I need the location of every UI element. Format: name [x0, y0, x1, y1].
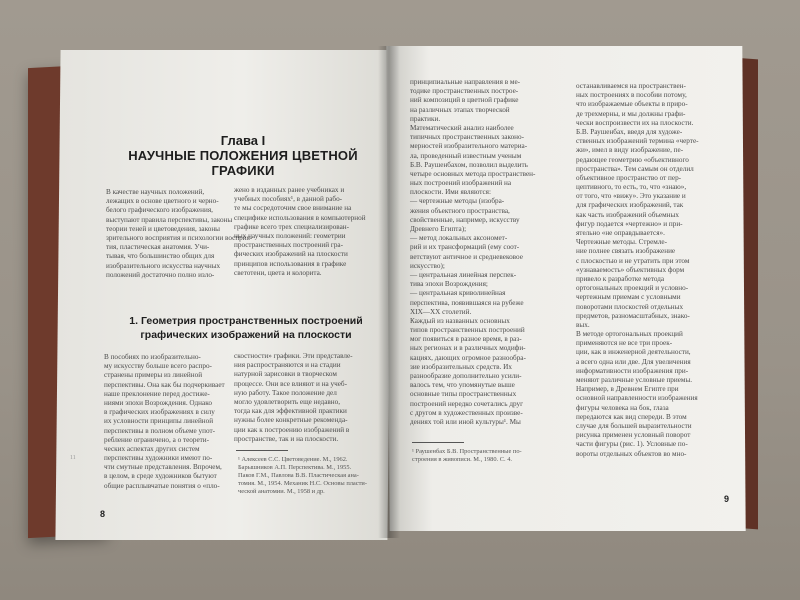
footnote-rule-right — [412, 442, 464, 443]
text-line: ции как к построению изображений в — [234, 425, 350, 434]
text-line: предметов, разномасштабных, знако- — [576, 311, 690, 320]
footnote-line: Паков Г.М., Павлова В.В. Пластическая ана- — [238, 472, 359, 479]
footnote-line: Барышников А.П. Перспектива. М., 1955. — [238, 464, 352, 471]
text-line: ных построениях в пособии потому, — [576, 91, 687, 100]
text-line: тодике пространственных построе- — [410, 87, 519, 96]
text-line: учебных пособиях¹, в данной рабо- — [234, 195, 343, 204]
text-line: ние полнее связать изображение — [576, 247, 676, 256]
text-line: Древнего Египта); — [410, 225, 467, 233]
text-line: рисунка применен условный поворот — [576, 431, 691, 440]
text-line: ятельно «не оправдывается». — [576, 229, 665, 237]
text-line: основной направленности изображения — [576, 394, 698, 403]
text-line: зрительного восприятия и психологии восприя- — [106, 233, 253, 242]
text-line: что изображаемые объекты в приро- — [576, 100, 688, 109]
text-line: жения объектного пространства, — [410, 206, 510, 215]
footnote-line: томия. М., 1954. Механик Н.С. Основы пласти- — [238, 480, 367, 487]
text-line: чески воспроизвести их на плоскости. — [576, 118, 694, 127]
text-line: перспективы в полном объеме упот- — [104, 426, 216, 435]
text-line: пространстве, так и на плоскости. — [234, 434, 339, 443]
text-line: зие изобразительных средств. Их — [410, 362, 512, 371]
text-line: вороты отдельных объектов во мно- — [576, 449, 687, 458]
text-line: — метод локальных аксономет- — [410, 234, 508, 243]
text-line: фических изображений на плоскости — [234, 250, 348, 259]
text-line: свойственные, например, искусству — [410, 215, 520, 224]
text-line: мерностей изобразительного материа- — [410, 142, 528, 151]
footnote-line: ¹ Алексеев С.С. Цветоведение. М., 1962. — [238, 456, 348, 463]
page-number-right: 9 — [724, 494, 730, 504]
text-line: положений достаточно полно изло- — [106, 270, 215, 279]
text-line: перспективы художники имеют по- — [104, 454, 213, 463]
page-number-left: 8 — [100, 509, 106, 519]
text-line: Б.В. Раушенбахом, позволил выделить — [410, 160, 528, 169]
text-line: Математический анализ наиболее — [410, 123, 514, 132]
text-line: ческих аспектах других систем — [104, 444, 200, 453]
text-line: ветствуют античное и средневековое — [410, 252, 523, 261]
text-line: — чертежные методы (изобра- — [410, 197, 505, 206]
text-line: светотени, цвета и колорита. — [234, 268, 322, 277]
text-line: странены примеры из линейной — [104, 371, 203, 380]
text-line: «узнаваемость» объективных форм — [576, 265, 685, 274]
text-line: применяются не все три проек- — [576, 339, 673, 348]
text-line: Например, в Древнем Египте при — [576, 385, 679, 394]
text-line: фигур подается «чертежно» и при- — [576, 219, 683, 228]
text-line: ных регионах и в различных модифи- — [410, 344, 526, 353]
chapter-title: НАУЧНЫЕ ПОЛОЖЕНИЯ ЦВЕТНОЙ ГРАФИКИ — [128, 148, 358, 178]
text-line: искусство); — [410, 261, 445, 270]
text-line: ственных изображений термина «черте- — [576, 137, 699, 146]
text-line: тия, пластическая анатомия. Учи- — [106, 243, 210, 252]
text-line: типичных пространственных законо- — [410, 133, 524, 142]
text-line: на различных этапах творческой — [410, 105, 510, 114]
footnote-rule-left — [236, 450, 288, 451]
text-line: редающее геометрию «объективного — [576, 155, 689, 164]
footnote-line: строения в живописи. М., 1980. С. 4. — [412, 456, 513, 463]
book-gutter — [378, 46, 400, 538]
text-line: могло удовлетворить еще недавно, — [234, 397, 341, 406]
footnote-line: ¹ Раушенбах Б.В. Пространственные по- — [412, 448, 522, 455]
text-line: для графических изображений, так — [576, 201, 684, 210]
text-line: чти смутные представления. Впрочем, — [104, 463, 222, 472]
text-line: поворотами плоскостей отдельных — [576, 302, 684, 311]
text-line: привело к разработке метода — [576, 274, 665, 283]
text-line: Чертежные методы. Стремле- — [576, 238, 668, 247]
text-line: принципов использования в графике — [234, 259, 347, 268]
text-line: лежащих в основе цветного и черно- — [106, 197, 219, 206]
text-line: а всего одна или две. Для увеличения — [576, 357, 691, 366]
chapter-label: Глава I — [220, 133, 266, 148]
body-text-right-column — [234, 352, 384, 444]
text-line: В пособиях по изобразительно- — [104, 353, 201, 361]
text-line: тогда как для эффективной практики — [234, 407, 347, 416]
footnote-line: ческой анатомии. М., 1958 и др. — [238, 488, 325, 495]
text-line: практики. — [410, 114, 441, 123]
text-line: процессе. Они все влияют и на учеб- — [234, 379, 347, 388]
text-line: пространственных построений гра- — [234, 241, 344, 250]
intro-text-right-column — [234, 186, 384, 278]
text-line: перспектива, появившаяся на рубеже — [410, 298, 524, 307]
text-line: общие расплывчатые понятия о «пло- — [104, 481, 220, 490]
text-line: выступают правила перспективы, законы — [106, 215, 233, 224]
text-line: те мы сосредоточим свое внимание на — [234, 204, 352, 213]
footnotes-right — [412, 448, 572, 464]
text-line: мог появиться в разное время, в раз- — [410, 335, 522, 344]
margin-mark: 11 — [70, 455, 76, 461]
text-line: валось тем, что упомянутые выше — [410, 381, 515, 390]
text-line: специфике использования в компьютерной — [234, 213, 366, 222]
text-line: разнообразие дополнительно усили- — [410, 372, 522, 380]
text-line: ний композиций в цветной графике — [410, 96, 519, 105]
text-line: передаются как вид спереди. В этом — [576, 412, 687, 421]
text-line: ребление ограничено, а о теорети- — [104, 435, 210, 444]
text-line: типов пространственных построений — [410, 326, 525, 335]
text-line: четыре основных метода пространствен- — [410, 169, 536, 178]
text-line: объективное пространство от пер- — [576, 173, 682, 182]
text-line: в графических изображениях в силу — [104, 408, 215, 417]
text-line: их условности принципы линейной — [104, 417, 214, 426]
text-line: де трехмерны, и мы должны графи- — [576, 109, 686, 118]
text-line: белого графического изображения, — [106, 206, 213, 215]
text-line: натурной зарисовки в творческом — [234, 370, 337, 379]
text-line: пространства». Тем самым он отделил — [576, 164, 694, 173]
section-title: 1. Геометрия пространственных построений графических изображений на плоскости — [129, 315, 363, 341]
text-line: — центральная линейная перспек- — [410, 270, 517, 279]
text-line: кациях, дающих огромное разнообра- — [410, 353, 526, 362]
text-line: от того, что «вижу». Это указание и — [576, 192, 686, 201]
right-text-column-1 — [410, 78, 570, 427]
text-line: перспективы. Она как бы подчеркивает — [104, 380, 225, 389]
text-line: основные типы пространственных — [410, 390, 517, 399]
text-line: ния распространяются и на стадии — [234, 361, 341, 370]
text-line: цептивного, то есть, то, что «знаю», — [576, 183, 687, 192]
text-line: тива эпохи Возрождения; — [410, 280, 488, 289]
text-line: Каждый из названных основных — [410, 316, 510, 325]
text-line: построений нередко сочетались друг — [410, 399, 524, 408]
text-line: ниями эпохи Возрождения. Однако — [104, 398, 212, 407]
text-line: дениях той или иной культуры¹. Мы — [410, 417, 521, 426]
text-line: ную работу. Такое положение дел — [234, 388, 337, 397]
text-line: с другом в художественных произве- — [410, 408, 523, 417]
text-line: му искусству больше всего распро- — [104, 362, 212, 371]
text-line: скостности» графики. Эти представле- — [234, 352, 353, 360]
text-line: XIX—XX столетий. — [410, 307, 472, 316]
text-line: — центральная криволинейная — [410, 289, 506, 298]
text-line: ла, проведенный известным ученым — [410, 151, 522, 160]
body-text-left-column — [104, 353, 228, 491]
text-line: принципиальные направления в ме- — [410, 78, 521, 86]
text-line: как часть изображений объемных — [576, 210, 679, 219]
text-line: информативности изображения при- — [576, 366, 689, 375]
text-line: в целом, в среде художников бытуют — [104, 472, 217, 481]
text-line: ортогональных проекций и условно- — [576, 284, 689, 293]
text-line: вых. — [576, 320, 590, 329]
right-text-column-2 — [576, 82, 736, 459]
text-line: ных научных положений: геометрии — [234, 231, 346, 240]
text-line: жено в изданных ранее учебниках и — [234, 186, 345, 194]
text-line: тывая, что большинство общих для — [106, 252, 215, 261]
intro-text-left-column — [106, 188, 253, 280]
text-line: ных построений изображений на — [410, 179, 512, 188]
text-line: части фигуры (рис. 1). Условные по- — [576, 440, 688, 449]
text-line: графике всего трех специализирован- — [234, 222, 350, 231]
text-line: В методе ортогональных проекций — [576, 330, 683, 339]
footnotes-left — [238, 456, 380, 496]
text-line: наше преклонение перед достиже- — [104, 389, 210, 398]
text-line: Б.В. Раушенбах, введя для художе- — [576, 127, 683, 136]
text-line: меняют различные условные приемы. — [576, 376, 693, 384]
text-line: нужны более конкретные рекоменда- — [234, 416, 348, 425]
text-line: изобразительного искусства научных — [106, 261, 221, 270]
text-line: плоскости. Ими являются: — [410, 188, 491, 197]
text-line: останавливаемся на пространствен- — [576, 82, 686, 90]
text-line: ции, как в инженерной деятельности, — [576, 348, 691, 357]
text-line: рий и их трансформаций (ему соот- — [410, 243, 520, 252]
text-line: с плоскостью и не утратить при этом — [576, 256, 690, 265]
text-line: жи», имел в виду изображение, пе- — [576, 146, 684, 155]
text-line: теории теней и цветоведения, законы — [106, 224, 221, 233]
text-line: фигуры человека на бок, глаза — [576, 403, 669, 412]
text-line: случае для большей выразительности — [576, 421, 692, 430]
text-line: В качестве научных положений, — [106, 188, 205, 196]
text-line: чертежным приемам с условными — [576, 293, 681, 302]
